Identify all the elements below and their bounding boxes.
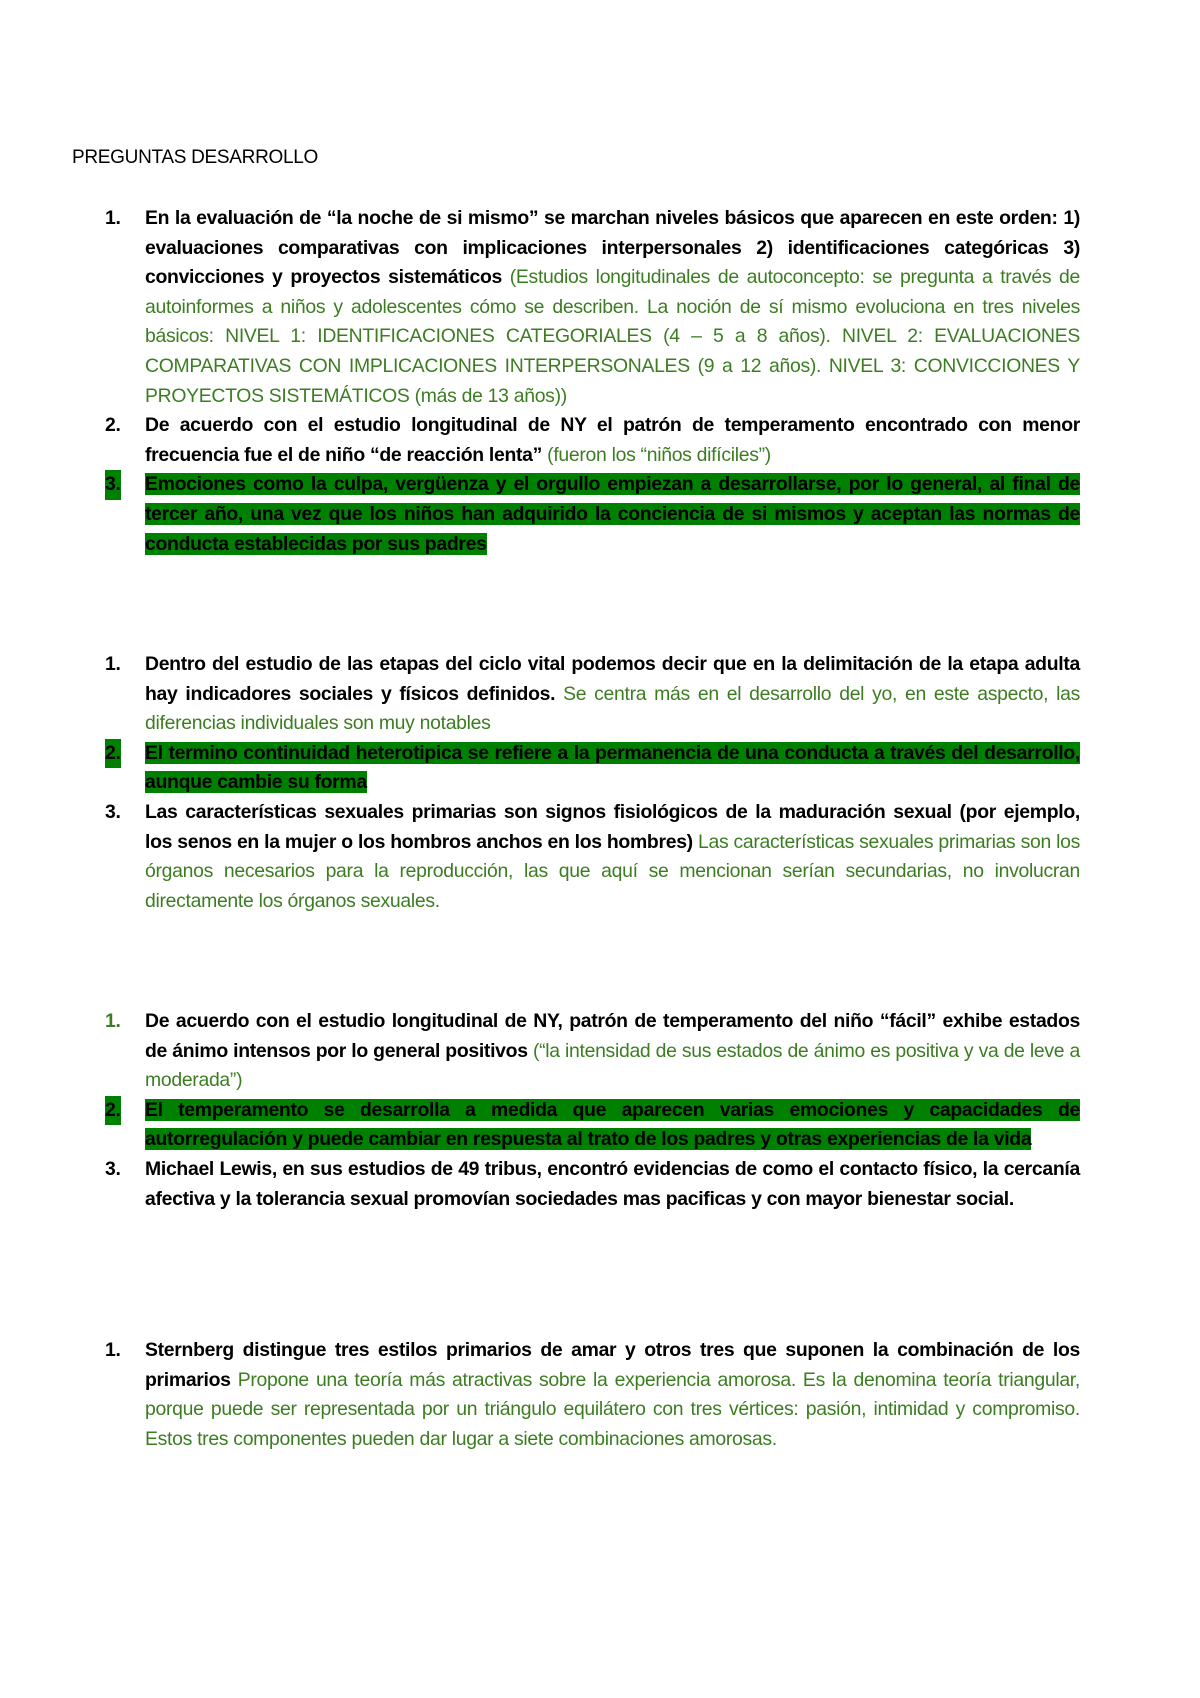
answer-note: (fueron los “niños difíciles”) — [547, 443, 771, 466]
item-number: 3. — [105, 1157, 121, 1180]
item-number: 1. — [105, 1010, 121, 1032]
question-text: De acuerdo con el estudio longitudinal de NY, patrón de temperamento del niño “fácil” exhibe estados de ánimo intensos por lo general positivos — [145, 1010, 1080, 1062]
answer-note: Propone una teoría más atractivas sobre la experiencia amorosa. Es la denomina teoría triangular, porque puede ser representada por un triángulo equilátero con tres vértices: pasión, intimidad y compromiso. Estos tres componentes pueden dar lugar a siete combinaciones amorosas. — [145, 1368, 1080, 1450]
question-text: Michael Lewis, en sus estudios de 49 tribus, encontró evidencias de como el contacto físico, la cercanía afectiva y la tolerancia sexual promovían sociedades mas pacificas y con mayor bienestar social. — [145, 1157, 1080, 1210]
list-item — [105, 1336, 1080, 1454]
question-text: En la evaluación de “la noche de si mismo” se marchan niveles básicos que aparecen en este orden: 1) evaluaciones comparativas con implicaciones interpersonales 2) identificaciones categóricas 3) convicciones y proyectos sistemáticos — [145, 207, 1080, 289]
answer-note: (“la intensidad de sus estados de ánimo es positiva y va de leve a moderada”) — [145, 1039, 1081, 1092]
item-number: 1. — [105, 653, 121, 675]
list-item — [105, 1007, 1080, 1096]
question-text: De acuerdo con el estudio longitudinal de NY el patrón de temperamento encontrado con menor frecuencia fue el de niño “de reacción lenta” — [145, 414, 1080, 466]
question-group-3 — [105, 1007, 1080, 1214]
item-number: 1. — [105, 207, 121, 229]
question-text-highlighted: El temperamento se desarrolla a medida que aparecen varias emociones y capacidades de autorregulación y puede cambiar en respuesta al trato de los padres y otras experiencias de la vida — [145, 1098, 1080, 1151]
question-group-1 — [105, 204, 1080, 559]
item-number: 2. — [105, 1096, 121, 1126]
item-number: 2. — [105, 739, 121, 769]
list-item-highlighted — [105, 470, 1080, 559]
list-item — [105, 650, 1080, 739]
document-title: PREGUNTAS DESARROLLO — [72, 147, 318, 168]
list-item — [105, 798, 1080, 916]
list-item — [105, 204, 1080, 411]
answer-note: Se centra más en el desarrollo del yo, en este aspecto, las diferencias individuales son muy notables — [145, 682, 1080, 735]
list-item-highlighted — [105, 739, 1080, 798]
question-text-highlighted: El termino continuidad heterotipica se refiere a la permanencia de una conducta a través del desarrollo, aunque cambie su forma — [145, 741, 1080, 794]
question-group-2 — [105, 650, 1080, 916]
answer-note: Las características sexuales primarias son los órganos necesarios para la reproducción, las que aquí se mencionan serían secundarias, no involucran directamente los órganos sexuales. — [145, 830, 1080, 912]
item-number: 1. — [105, 1339, 121, 1361]
question-text: Sternberg distingue tres estilos primarios de amar y otros tres que suponen la combinación de los primarios — [145, 1339, 1080, 1391]
list-item — [105, 1155, 1080, 1214]
item-number: 2. — [105, 414, 121, 437]
item-number: 3. — [105, 470, 121, 500]
question-text: Las características sexuales primarias son signos fisiológicos de la maduración sexual (por ejemplo, los senos en la mujer o los hombros anchos en los hombres) — [145, 800, 1080, 853]
list-item — [105, 411, 1080, 470]
question-text: Dentro del estudio de las etapas del ciclo vital podemos decir que en la delimitación de la etapa adulta hay indicadores sociales y físicos definidos. — [145, 653, 1080, 705]
list-item-highlighted — [105, 1096, 1080, 1155]
item-number: 3. — [105, 800, 121, 823]
answer-note: (Estudios longitudinales de autoconcepto: se pregunta a través de autoinformes a niños y adolescentes cómo se describen. La noción de sí mismo evoluciona en tres niveles básicos: NIVEL 1: IDENTIFICACIONES CATEGORIALES (4 – 5 a 8 años). NIVEL 2: EVALUACIONES COMPARATIVAS CON IMPLICACIONES INTERPERSONALES (9 a 12 años). NIVEL 3: CONVICCIONES Y PROYECTOS SISTEMÁTICOS (más de 13 años)) — [145, 266, 1080, 407]
question-text-highlighted: Emociones como la culpa, vergüenza y el orgullo empiezan a desarrollarse, por lo general, al final de tercer año, una vez que los niños han adquirido la conciencia de si mismos y aceptan las normas de conducta establecidas por sus padres — [145, 473, 1080, 555]
question-group-4 — [105, 1336, 1080, 1454]
